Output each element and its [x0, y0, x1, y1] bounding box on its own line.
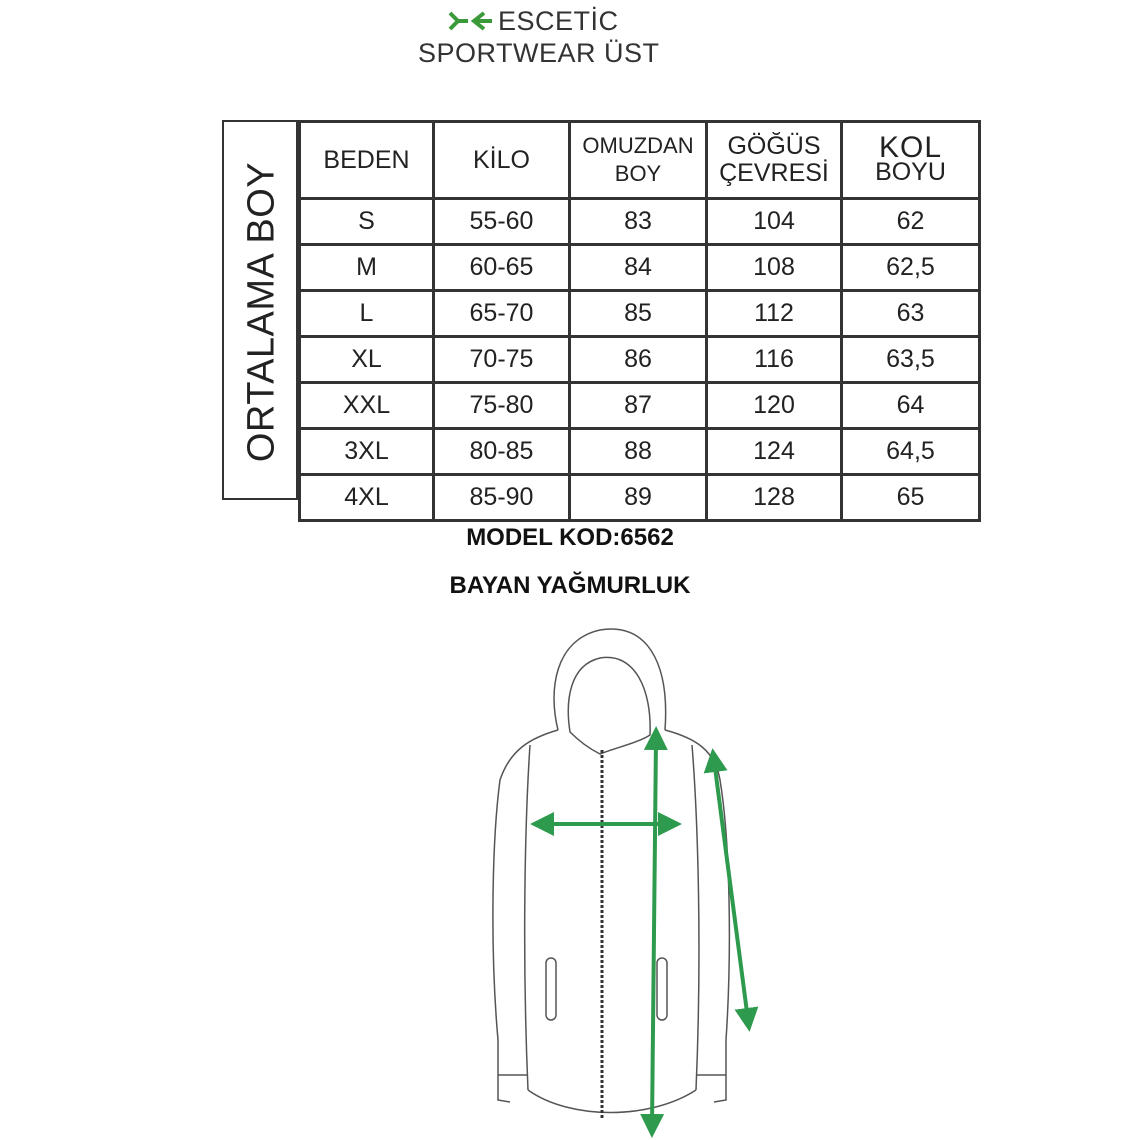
- cell-kol: 63,5: [842, 337, 980, 383]
- cell-kol: 64,5: [842, 429, 980, 475]
- col-header-omuzdan-boy: [570, 122, 707, 199]
- table-row: [300, 199, 980, 245]
- product-name: BAYAN YAĞMURLUK: [449, 572, 691, 599]
- table-row: [300, 291, 980, 337]
- size-chart: [222, 120, 978, 511]
- table-row: [300, 429, 980, 475]
- cell-beden: S: [300, 199, 434, 245]
- cell-beden: L: [300, 291, 434, 337]
- shoulder-length-arrow: [652, 738, 656, 1126]
- cell-omuzdan-boy: 84: [570, 245, 707, 291]
- cell-gogus: 112: [707, 291, 842, 337]
- hem-outline: [528, 1090, 696, 1113]
- right-pocket-outline: [657, 958, 667, 1020]
- cell-gogus: 116: [707, 337, 842, 383]
- cell-gogus: 104: [707, 199, 842, 245]
- table-row: [300, 383, 980, 429]
- cell-kol: 63: [842, 291, 980, 337]
- col-header-kol-line2: BOYU: [875, 158, 946, 186]
- cell-kilo: 55-60: [434, 199, 570, 245]
- cell-kilo: 70-75: [434, 337, 570, 383]
- cell-beden: 3XL: [300, 429, 434, 475]
- cell-gogus: 124: [707, 429, 842, 475]
- table-row: [300, 337, 980, 383]
- col-header-gogus-cevresi: [707, 122, 842, 199]
- right-sleeve-outline: [692, 745, 699, 1090]
- cell-omuzdan-boy: 89: [570, 475, 707, 521]
- raincoat-illustration: [470, 620, 770, 1140]
- cell-omuzdan-boy: 88: [570, 429, 707, 475]
- left-sleeve-outline: [525, 745, 530, 1090]
- cell-beden: XL: [300, 337, 434, 383]
- cell-gogus: 120: [707, 383, 842, 429]
- cell-kilo: 60-65: [434, 245, 570, 291]
- cell-kilo: 75-80: [434, 383, 570, 429]
- cell-kilo: 65-70: [434, 291, 570, 337]
- cell-beden: M: [300, 245, 434, 291]
- col-header-kol-line1: KOL: [878, 131, 943, 164]
- cell-kilo: 80-85: [434, 429, 570, 475]
- col-header-beden: BEDEN: [300, 122, 434, 199]
- side-label: ORTALAMA BOY: [240, 161, 283, 463]
- cell-beden: XXL: [300, 383, 434, 429]
- brand-logo-icon: [448, 9, 494, 33]
- table-row: [300, 475, 980, 521]
- cell-kilo: 85-90: [434, 475, 570, 521]
- cell-beden: 4XL: [300, 475, 434, 521]
- col-header-omuzdan-line1: OMUZDAN: [582, 133, 694, 158]
- cell-gogus: 128: [707, 475, 842, 521]
- col-header-gogus-line2: ÇEVRESİ: [719, 159, 829, 187]
- table-row: [300, 245, 980, 291]
- side-label-box: [222, 120, 298, 500]
- left-pocket-outline: [546, 958, 556, 1020]
- hood-outline: [554, 629, 666, 730]
- cell-kol: 64: [842, 383, 980, 429]
- col-header-gogus-line1: GÖĞÜS: [727, 132, 821, 160]
- cell-kol: 62,5: [842, 245, 980, 291]
- sleeve-length-arrow: [714, 760, 748, 1020]
- col-header-omuzdan-line2: BOY: [614, 161, 662, 186]
- brand-name: ESCETİC: [498, 5, 619, 36]
- hood-inner-outline: [568, 657, 650, 754]
- cell-kol: 62: [842, 199, 980, 245]
- cell-omuzdan-boy: 86: [570, 337, 707, 383]
- col-header-kol-boyu: [842, 122, 980, 199]
- cell-omuzdan-boy: 85: [570, 291, 707, 337]
- cell-kol: 65: [842, 475, 980, 521]
- cell-omuzdan-boy: 87: [570, 383, 707, 429]
- col-header-kilo: KİLO: [434, 122, 570, 199]
- brand-header: [448, 4, 619, 38]
- size-table: [298, 120, 981, 522]
- brand-subtitle: SPORTWEAR ÜST: [418, 38, 660, 68]
- model-code: MODEL KOD:6562: [466, 524, 674, 551]
- body-left-outline: [493, 730, 558, 1102]
- cell-omuzdan-boy: 83: [570, 199, 707, 245]
- size-table-header: [300, 122, 980, 199]
- cell-gogus: 108: [707, 245, 842, 291]
